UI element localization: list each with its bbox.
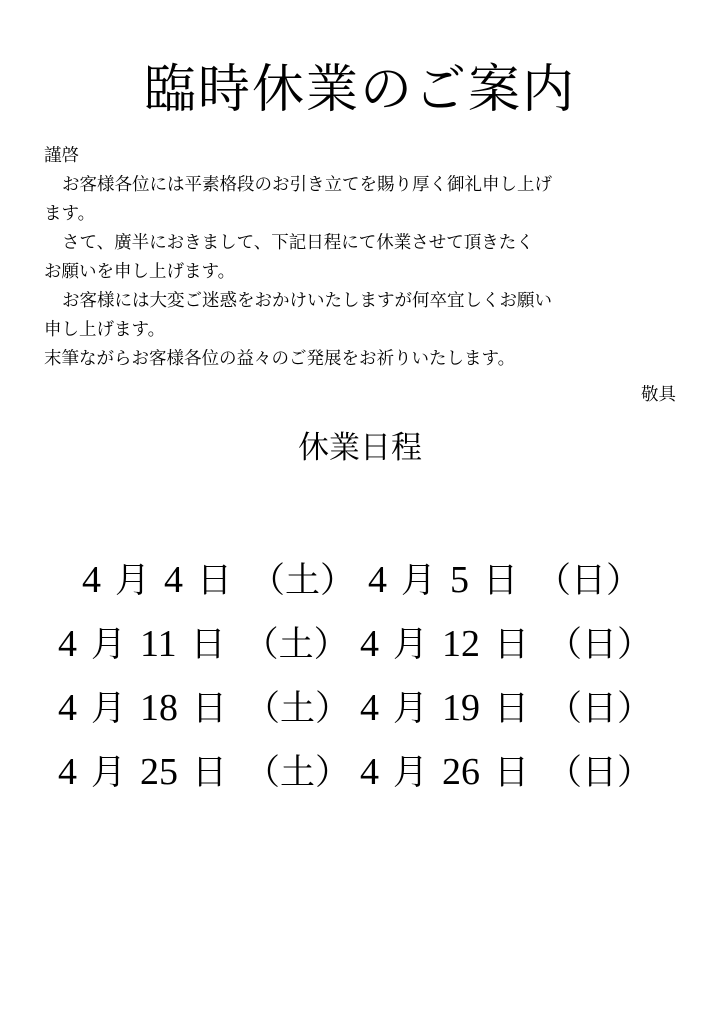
month-number: 4 — [360, 687, 379, 729]
page-title: 臨時休業のご案内 — [143, 60, 576, 120]
day-unit: 日 — [483, 561, 519, 601]
day-number: 4 — [164, 559, 184, 601]
month-unit: 月 — [115, 561, 151, 601]
day-unit: 日 — [192, 689, 228, 729]
weekday: （土） — [250, 561, 356, 601]
schedule-row — [0, 616, 720, 680]
letter-line-1: お客様各位には平素格段のお引き立てを賜り厚く御礼申し上げ — [62, 175, 552, 195]
month-unit: 月 — [91, 753, 127, 793]
closing-word: 敬具 — [641, 385, 676, 405]
month-number: 4 — [58, 751, 77, 793]
weekday: （土） — [245, 689, 351, 729]
day-number: 19 — [442, 687, 481, 729]
day-number: 11 — [140, 623, 177, 665]
letter-line-7: 末筆ながらお客様各位の益々のご発展をお祈りいたします。 — [44, 349, 516, 369]
month-unit: 月 — [401, 561, 437, 601]
day-number: 18 — [140, 687, 179, 729]
day-unit: 日 — [494, 753, 530, 793]
month-unit: 月 — [393, 753, 429, 793]
weekday: （日） — [547, 625, 653, 665]
day-unit: 日 — [197, 561, 233, 601]
saturday-date — [58, 744, 350, 801]
month-unit: 月 — [91, 625, 127, 665]
month-number: 4 — [82, 559, 101, 601]
saturday-date — [82, 552, 355, 609]
sunday-date — [368, 552, 641, 609]
day-unit: 日 — [192, 753, 228, 793]
day-number: 26 — [442, 751, 481, 793]
day-unit: 日 — [494, 689, 530, 729]
salutation: 謹啓 — [44, 146, 79, 166]
month-number: 4 — [58, 687, 77, 729]
month-unit: 月 — [91, 689, 127, 729]
day-unit: 日 — [494, 625, 530, 665]
schedule-row — [0, 552, 720, 616]
weekday: （日） — [547, 689, 653, 729]
sunday-date — [360, 616, 652, 673]
letter-line-6: 申し上げます。 — [44, 320, 166, 340]
closure-schedule — [0, 552, 720, 808]
day-unit: 日 — [190, 625, 226, 665]
saturday-date — [58, 616, 349, 673]
saturday-date — [58, 680, 350, 737]
month-unit: 月 — [393, 689, 429, 729]
month-number: 4 — [58, 623, 77, 665]
schedule-row — [0, 744, 720, 808]
day-number: 5 — [450, 559, 470, 601]
weekday: （日） — [536, 561, 642, 601]
letter-line-4: お願いを申し上げます。 — [44, 262, 236, 282]
weekday: （土） — [243, 625, 349, 665]
schedule-row — [0, 680, 720, 744]
letter-line-2: ます。 — [44, 204, 96, 224]
month-number: 4 — [360, 623, 379, 665]
sunday-date — [360, 680, 652, 737]
weekday: （土） — [245, 753, 351, 793]
day-number: 25 — [140, 751, 179, 793]
month-unit: 月 — [393, 625, 429, 665]
day-number: 12 — [442, 623, 481, 665]
letter-line-5: お客様には大変ご迷惑をおかけいたしますが何卒宜しくお願い — [62, 291, 552, 311]
notice-letter — [44, 142, 684, 374]
month-number: 4 — [368, 559, 387, 601]
letter-line-3: さて、廣半におきまして、下記日程にて休業させて頂きたく — [62, 233, 534, 253]
weekday: （日） — [547, 753, 653, 793]
sunday-date — [360, 744, 652, 801]
schedule-heading: 休業日程 — [298, 430, 422, 466]
month-number: 4 — [360, 751, 379, 793]
